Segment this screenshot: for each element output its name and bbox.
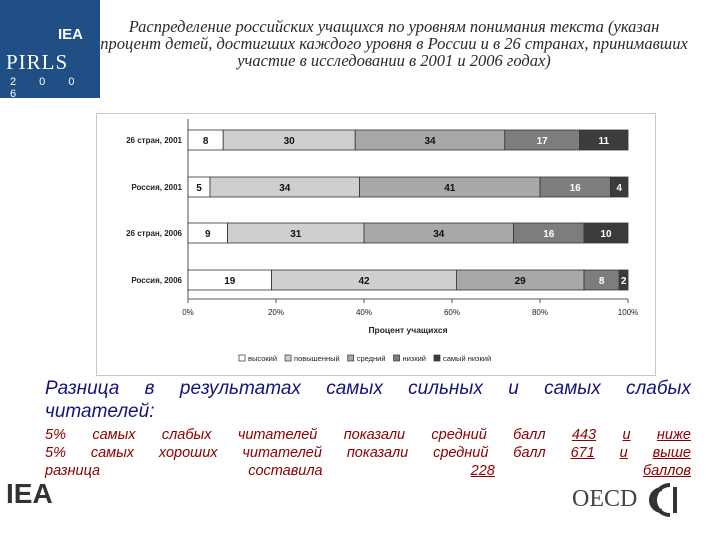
data-label: 31 xyxy=(290,229,302,240)
fact-line-2-word: хороших xyxy=(158,445,218,461)
fact-line-1-word: читателей xyxy=(237,427,318,443)
fact-line-2-word: 671 xyxy=(570,445,595,461)
data-label: 34 xyxy=(424,136,436,147)
legend-swatch xyxy=(239,355,245,361)
data-label: 16 xyxy=(543,229,555,240)
logo-pirls: PIRLS xyxy=(6,50,69,74)
fact-line-3-word: баллов xyxy=(642,463,691,479)
fact-line-1-word: показали xyxy=(343,427,406,443)
x-tick-label: 0% xyxy=(182,308,194,317)
logo-iea: IEA xyxy=(58,26,84,43)
data-label: 41 xyxy=(444,183,456,194)
data-label: 30 xyxy=(283,136,295,147)
fact-line-2-word: читателей xyxy=(242,445,322,461)
fact-line-2-word: показали xyxy=(346,445,409,461)
data-label: 5 xyxy=(196,183,202,194)
chart-frame xyxy=(96,113,656,376)
fact-line-2 xyxy=(45,445,691,461)
section-heading-line2: читателей: xyxy=(45,401,155,422)
fact-line-1-word: балл xyxy=(513,427,546,443)
fact-line-3-word: разница xyxy=(45,463,101,479)
legend-swatch xyxy=(434,355,440,361)
fact-line-3-word: составила xyxy=(248,463,323,479)
x-tick-label: 40% xyxy=(355,308,373,317)
logo-year: 2 0 0 6 xyxy=(10,76,85,100)
fact-line-3-word: 228 xyxy=(470,463,495,479)
data-label: 4 xyxy=(616,183,622,194)
x-tick-label: 60% xyxy=(443,308,461,317)
fact-line-1-word: ниже xyxy=(656,427,691,443)
data-label: 11 xyxy=(598,136,610,147)
fact-line-1-word: и xyxy=(622,427,631,443)
legend-label: высокий xyxy=(248,354,278,363)
fact-line-1-word: самых xyxy=(92,427,136,443)
legend-label: средний xyxy=(356,354,386,363)
category-label: 26 стран, 2006 xyxy=(126,229,182,238)
data-label: 2 xyxy=(620,276,627,287)
oecd-emblem-icon xyxy=(648,483,682,517)
x-axis-title: Процент учащихся xyxy=(368,325,448,335)
data-label: 42 xyxy=(358,276,370,287)
data-label: 34 xyxy=(279,183,291,194)
data-label: 34 xyxy=(433,229,445,240)
legend-label: повышенный xyxy=(294,354,340,363)
legend-swatch xyxy=(348,355,354,361)
fact-line-2-word: средний xyxy=(433,445,489,461)
data-label: 8 xyxy=(202,136,209,147)
stacked-bar-chart xyxy=(97,114,655,375)
fact-line-1-word: средний xyxy=(431,427,487,443)
data-label: 19 xyxy=(224,276,236,287)
data-label: 16 xyxy=(569,183,581,194)
fact-line-2-word: самых xyxy=(90,445,135,461)
fact-line-1 xyxy=(45,427,691,443)
legend-label: самый низкий xyxy=(442,354,492,363)
fact-line-2-word: балл xyxy=(513,445,546,461)
fact-line-2-word: и xyxy=(619,445,628,461)
legend-swatch xyxy=(285,355,291,361)
slide-title: Распределение российских учащихся по уровням понимания текста (указан процент детей, достигших каждого уровня в России и в 26 странах, принимавших участие в исследовании в 2001 и 2006 годах) xyxy=(100,17,688,70)
data-label: 29 xyxy=(514,276,526,287)
x-tick-label: 80% xyxy=(531,308,549,317)
iea-logo-footer: IEA xyxy=(6,478,53,509)
x-tick-label: 20% xyxy=(267,308,285,317)
data-label: 8 xyxy=(598,276,605,287)
fact-line-1-word: 5% xyxy=(45,427,66,443)
data-label: 10 xyxy=(600,229,612,240)
category-label: 26 стран, 2001 xyxy=(126,136,182,145)
data-label: 17 xyxy=(536,136,548,147)
fact-line-1-word: слабых xyxy=(161,427,212,443)
category-label: Россия, 2001 xyxy=(131,183,182,192)
legend-label: низкий xyxy=(402,354,426,363)
data-label: 9 xyxy=(205,229,211,240)
fact-line-2-word: 5% xyxy=(45,445,66,461)
fact-line-3 xyxy=(45,463,691,479)
x-tick-label: 100% xyxy=(617,308,639,317)
pirls-logo xyxy=(0,0,100,98)
legend-swatch xyxy=(394,355,400,361)
fact-line-1-word: 443 xyxy=(571,427,597,443)
oecd-logo: OECD xyxy=(572,486,638,512)
section-heading-line1: Разница в результатах самых сильных и самых слабых xyxy=(45,378,691,399)
category-label: Россия, 2006 xyxy=(131,276,182,285)
fact-line-2-word: выше xyxy=(652,445,691,461)
